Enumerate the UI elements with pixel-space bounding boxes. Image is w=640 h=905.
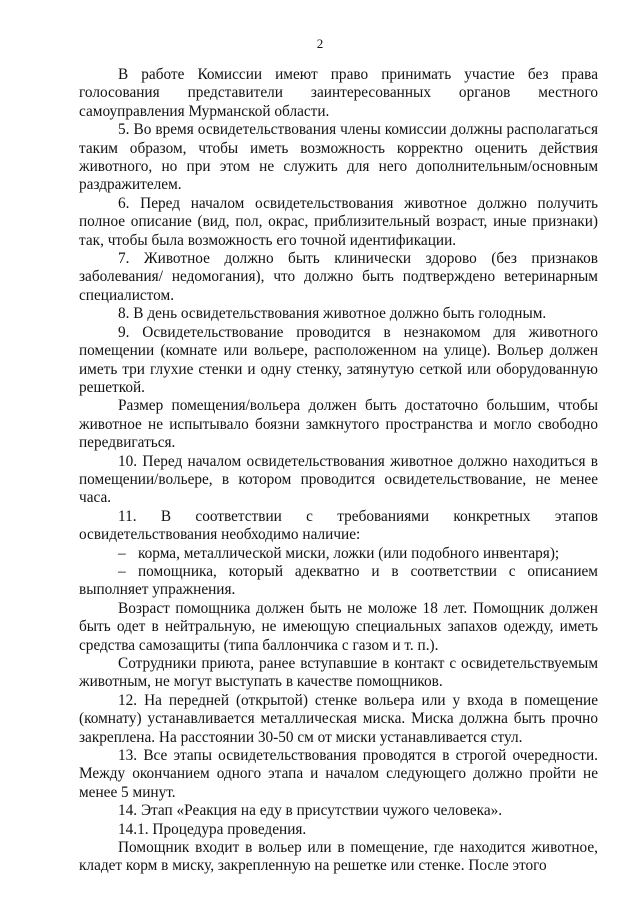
bullet-dash: – [118, 562, 126, 580]
list-item-text: корма, металлической миски, ложки (или подобного инвентаря); [138, 544, 560, 562]
paragraph-commission-participation: В работе Комиссии имеют право принимать участие без права голосования представители заинтересованных органов местного самоуправления Мурманской области. [79, 66, 598, 120]
bullet-dash: – [118, 544, 126, 562]
paragraph-item-13: 13. Все этапы освидетельствования проводятся в строгой очередности. Между окончанием одного этапа и началом следующего должно пройти не менее 5 минут. [79, 747, 598, 801]
paragraph-item-9: 9. Освидетельствование проводится в незнакомом для животного помещении (комнате или вольере, расположенном на улице). Вольер должен иметь три глухие стенки и одну стенку, затянутую сеткой или оборудованную решеткой. [79, 323, 598, 396]
paragraph-item-11: 11. В соответствии с требованиями конкретных этапов освидетельствования необходимо наличие: [79, 507, 598, 544]
document-body [79, 66, 598, 876]
paragraph-item-14-1: 14.1. Процедура проведения. [118, 820, 307, 838]
paragraph-item-5: 5. Во время освидетельствования члены комиссии должны располагаться таким образом, чтобы иметь возможность корректно оценить действия животного, но при этом не служить для него дополнительным/основным раздражителем. [79, 121, 598, 194]
paragraph-item-7: 7. Животное должно быть клинически здорово (без признаков заболевания/ недомогания), что должно быть подтверждено ветеринарным специалистом. [79, 250, 598, 304]
list-item [79, 563, 598, 600]
paragraph-item-6: 6. Перед началом освидетельствования животное должно получить полное описание (вид, пол, окрас, приблизительный возраст, иные признаки) так, чтобы была возможность его точной идентификации. [79, 194, 598, 249]
list-item-text: помощника, который адекватно и в соответствии с описанием выполняет упражнения. [79, 562, 598, 599]
paragraph-assistant-age: Возраст помощника должен быть не моложе 18 лет. Помощник должен быть одет в нейтральную, не имеющую специальных запахов одежду, иметь средства самозащиты (типа баллончика с газом и т. п.). [79, 599, 598, 654]
paragraph-enclosure-size: Размер помещения/вольера должен быть достаточно большим, чтобы животное не испытывало боязни замкнутого пространства и могло свободно передвигаться. [79, 397, 598, 452]
paragraph-shelter-staff: Сотрудники приюта, ранее вступавшие в контакт с освидетельствуемым животным, не могут выступать в качестве помощников. [79, 655, 598, 691]
list-item [79, 545, 598, 563]
paragraph-item-10: 10. Перед началом освидетельствования животное должно находиться в помещении/вольере, в котором проводится освидетельствование, не менее часа. [79, 452, 598, 507]
paragraph-assistant-procedure: Помощник входит в вольер или в помещение, где находится животное, кладет корм в миску, закрепленную на решетке или стенке. После этого [79, 839, 598, 875]
paragraph-item-14: 14. Этап «Реакция на еду в присутствии чужого человека». [118, 802, 503, 820]
paragraph-item-12: 12. На передней (открытой) стенке вольера или у входа в помещение (комнату) устанавливается металлическая миска. Миска должна быть прочно закреплена. На расстоянии 30-50 см от миски устанавливается стул. [79, 691, 598, 746]
paragraph-item-8: 8. В день освидетельствования животное должно быть голодным. [118, 305, 547, 323]
page-number: 2 [316, 36, 324, 51]
